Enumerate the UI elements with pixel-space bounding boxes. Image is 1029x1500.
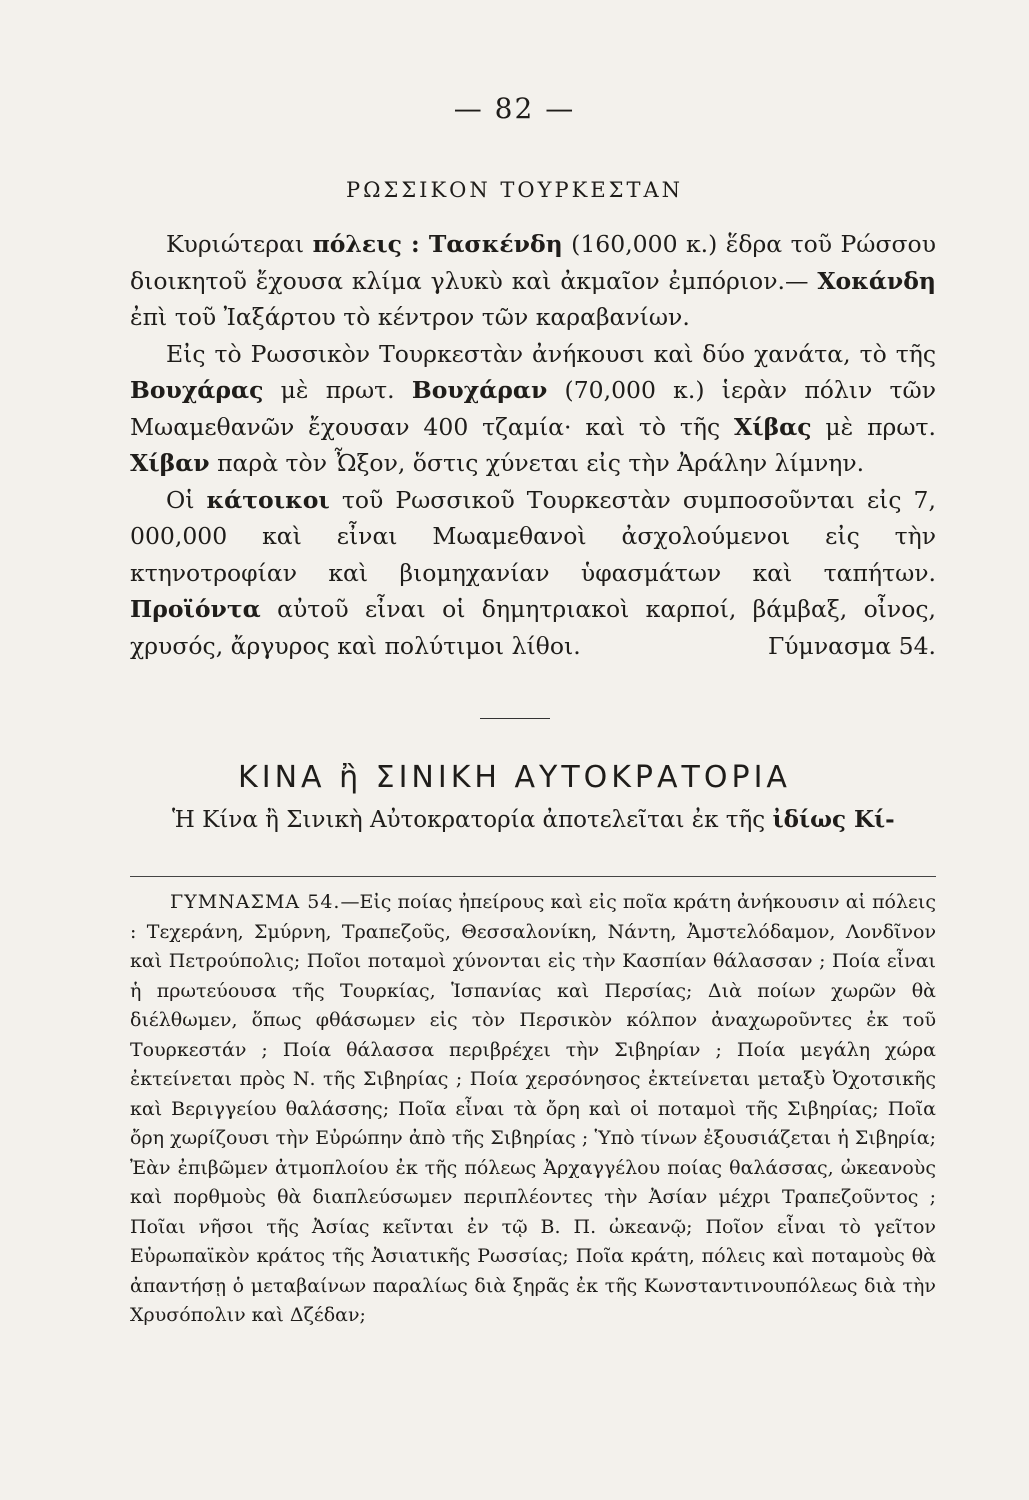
main-text xyxy=(130,226,936,664)
exercise-reference: Γύμνασμα 54. xyxy=(767,631,936,660)
paragraph-cities xyxy=(130,226,936,336)
text-run: Εἰς τὸ Ρωσσικὸν Τουρκεστὰν ἀνήκουσι καὶ δύο χανάτα, τὸ τῆς xyxy=(166,339,936,368)
exercise-block xyxy=(130,888,936,1331)
bold-term: Χοκάνδη xyxy=(817,266,936,295)
text-run: Κυριώτεραι xyxy=(166,230,313,258)
text-run: ἐπὶ τοῦ Ἰαξάρτου τὸ κέντρον τῶν καραβανίων. xyxy=(130,303,690,331)
section-divider xyxy=(480,718,550,719)
bold-term: Προϊόντα xyxy=(130,595,261,623)
text-run: (70,000 κ.) ἱερὰν πόλιν τῶν Μωαμεθανῶν ἔχουσαν 400 τζαμία· καὶ τὸ τῆς xyxy=(130,376,936,441)
exercise-text: —Εἰς ποίας ἠπείρους καὶ εἰς ποῖα κράτη ἀνήκουσιν αἱ πόλεις : Τεχεράνη, Σμύρνη, Τραπεζοῦς, Θεσσαλονίκη, Νάντη, Ἀμστελόδαμον, Λονδῖνον καὶ Πετρούπολις; Ποῖοι ποταμοὶ χύνονται εἰς τὴν Κασπίαν θάλασσαν ; Ποία εἶναι ἡ πρωτεύουσα τῆς Τουρκίας, Ἱσπανίας καὶ Περσίας; Διὰ ποίων χωρῶν θὰ διέλθωμεν, ὅπως φθάσωμεν εἰς τὸν Περσικὸν κόλπον ἀναχωροῦντες ἐκ τοῦ Τουρκεστάν ; Ποία θάλασσα περιβρέχει τὴν Σιβηρίαν ; Ποία μεγάλη χώρα ἐκτείνεται πρὸς Ν. τῆς Σιβηρίας ; Ποία χερσόνησος ἐκτείνεται μεταξὺ Ὀχοτσικῆς καὶ Βεριγγείου θαλάσσης; Ποῖα εἶναι τὰ ὄρη καὶ οἱ ποταμοὶ τῆς Σιβηρίας; Ποῖα ὄρη χωρίζουσι τὴν Εὐρώπην ἀπὸ τῆς Σιβηρίας ; Ὑπὸ τίνων ἐξουσιάζεται ἡ Σιβηρία; Ἐὰν ἐπιβῶμεν ἀτμοπλοίου ἐκ τῆς πόλεως Ἀρχαγγέλου ποίας θαλάσσας, ὠκεανοὺς καὶ πορθμοὺς θὰ διαπλεύσωμεν περιπλέοντες τὴν Ἀσίαν μέχρι Τραπεζοῦντος ; Ποῖαι νῆσοι τῆς Ἀσίας κεῖνται ἐν τῷ Β. Π. ὠκεανῷ; Ποῖον εἶναι τὸ γεῖτον Εὐρωπαϊκὸν κράτος τῆς Ἀσιατικῆς Ρωσσίας; Ποῖα κράτη, πόλεις καὶ ποταμοὺς θὰ ἀπαντήσῃ ὁ μεταβαίνων παραλίως διὰ ξηρᾶς ἐκ τῆς Κωνσταντινουπόλεως διὰ τὴν Χρυσόπολιν καὶ Δζέδαν; xyxy=(130,891,936,1326)
intro-text: Ἡ Κίνα ἢ Σινικὴ Αὐτοκρατορία ἀποτελεῖται ἐκ τῆς xyxy=(172,807,773,833)
text-run: τοῦ Ρωσσικοῦ Τουρκεστὰν συμποσοῦνται εἰς 7, 000,000 καὶ εἶναι Μωαμεθανοὶ ἀσχολούμενοι εἰς τὴν κτηνοτροφίαν καὶ βιομηχανίαν ὑφασμάτων καὶ ταπήτων. xyxy=(130,485,936,587)
text-run: μὲ πρωτ. xyxy=(263,376,412,404)
bold-term: πόλεις : Τασκένδη xyxy=(312,230,563,258)
intro-line xyxy=(172,806,895,833)
exercise-label: ΓΥΜΝΑΣΜΑ 54. xyxy=(170,891,341,913)
bold-term: κάτοικοι xyxy=(206,485,330,514)
text-run: Οἱ xyxy=(166,485,207,514)
text-run: παρὰ τὸν Ὦξον, ὅστις χύνεται εἰς τὴν Ἀράλην λίμνην. xyxy=(209,449,865,477)
text-run: αὐτοῦ εἶναι οἱ δημητριακοὶ καρποί, βάμβαξ, οἶνος, χρυσός, ἄργυρος καὶ πολύτιμοι λίθοι. xyxy=(130,595,936,660)
bold-term: Χίβαν xyxy=(130,449,210,477)
bold-term: Βουχάραν xyxy=(411,376,548,404)
paragraph-inhabitants xyxy=(130,482,936,665)
bold-term: ἰδίως Κί- xyxy=(772,806,895,833)
text-run: μὲ πρωτ. xyxy=(811,412,936,441)
footnote-rule xyxy=(130,876,936,877)
chapter-heading: ΚΙΝΑ ἢ ΣΙΝΙΚΗ ΑΥΤΟΚΡΑΤΟΡΙΑ xyxy=(238,760,791,795)
bold-term: Βουχάρας xyxy=(130,376,264,404)
text-run: (160,000 κ.) ἕδρα τοῦ Ρώσσου διοικητοῦ ἔχουσα κλίμα γλυκὺ καὶ ἀκμαῖον ἐμπόριον.— xyxy=(130,230,936,295)
page-number: — 82 — xyxy=(453,92,576,125)
bold-term: Χίβας xyxy=(733,412,812,441)
exercise-paragraph xyxy=(130,888,936,1331)
paragraph-khanates xyxy=(130,336,936,482)
section-title: ΡΩΣΣΙΚΟΝ ΤΟΥΡΚΕΣΤΑΝ xyxy=(345,178,684,202)
